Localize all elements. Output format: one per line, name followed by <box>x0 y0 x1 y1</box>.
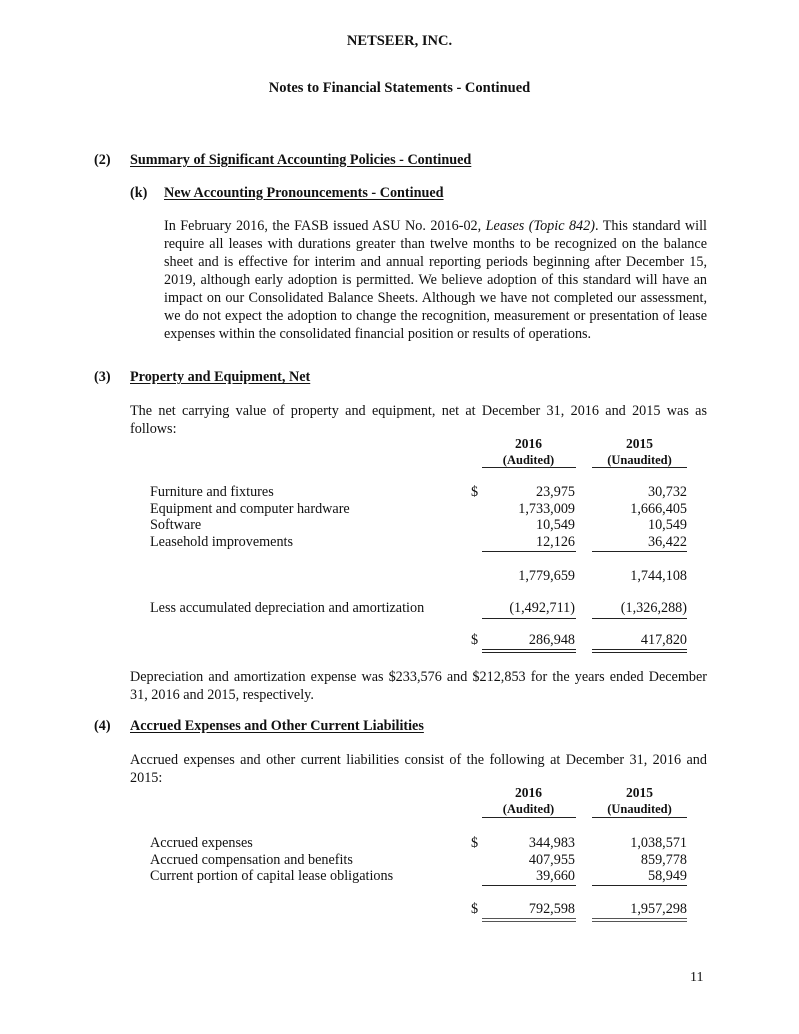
total-row: $ 286,948 417,820 <box>471 632 687 648</box>
depreciation-note: Depreciation and amortization expense was $233,576 and $212,853 for the years ended December 31, 2016 and 2015, respectively. <box>130 669 707 703</box>
header-rule-2016 <box>482 817 576 818</box>
total-double-rule-2015 <box>592 918 687 922</box>
section-3-number: (3) <box>94 369 111 385</box>
company-name: NETSEER, INC. <box>346 33 453 49</box>
subtotal-rule-2015 <box>592 885 687 886</box>
col-year-2016: 2016 <box>515 436 542 451</box>
subtotal-row: 1,779,659 1,744,108 <box>518 568 687 584</box>
subsection-k-title: New Accounting Pronouncements - Continued <box>164 185 444 201</box>
section-4-intro: Accrued expenses and other current liabilities consist of the following at December 31, 2016 and 2015: <box>130 752 707 786</box>
subtotal-rule-2015 <box>592 551 687 552</box>
section-3-intro: The net carrying value of property and equipment, net at December 31, 2016 and 2015 was as follows: <box>130 403 707 437</box>
section-4-title: Accrued Expenses and Other Current Liabilities <box>130 718 424 734</box>
leases-paragraph: In February 2016, the FASB issued ASU No. 2016-02, Leases (Topic 842). This standard will require all leases with durations greater than twelve months to be recognized on the balance sheet and is effective for interim and annual reporting periods beginning after December 15, 2019, although early adoption is permitted. We believe adoption of this standard will have an impact on our Consolidated Balance Sheets. Although we have not completed our assessment, we do not expect the adoption to change the recognition, measurement or presentation of lease expenses within the consolidated financial position or results of operations. <box>164 218 707 342</box>
table-row: Accrued compensation and benefits 407,955 859,778 <box>150 852 687 868</box>
section-2-title: Summary of Significant Accounting Policies - Continued <box>130 152 472 168</box>
table-row: Current portion of capital lease obligations 39,660 58,949 <box>150 868 687 884</box>
table-row: Accrued expenses $ 344,983 1,038,571 <box>150 835 687 851</box>
col-year-2015: 2015 <box>626 436 653 451</box>
table-row: Furniture and fixtures $ 23,975 30,732 <box>150 484 687 500</box>
less-depreciation-row: Less accumulated depreciation and amortization (1,492,711) (1,326,288) <box>150 600 687 616</box>
asu-title: Leases (Topic 842) <box>485 218 595 234</box>
col-status-2016: (Audited) <box>502 802 555 816</box>
subtotal-rule-2016 <box>482 885 576 886</box>
col-year-2016: 2016 <box>515 785 542 800</box>
page-subtitle: Notes to Financial Statements - Continued <box>268 80 531 96</box>
section-3-title: Property and Equipment, Net <box>130 369 311 385</box>
col-status-2015: (Unaudited) <box>607 453 672 467</box>
header-rule-2016 <box>482 467 576 468</box>
header-rule-2015 <box>592 817 687 818</box>
total-double-rule-2015 <box>592 649 687 653</box>
col-year-2015: 2015 <box>626 785 653 800</box>
subtotal-rule-2016 <box>482 551 576 552</box>
total-double-rule-2016 <box>482 649 576 653</box>
section-4-number: (4) <box>94 718 111 734</box>
col-status-2016: (Audited) <box>502 453 555 467</box>
table-row: Equipment and computer hardware 1,733,009 1,666,405 <box>150 501 687 517</box>
table-row: Leasehold improvements 12,126 36,422 <box>150 534 687 550</box>
header-rule-2015 <box>592 467 687 468</box>
total-double-rule-2016 <box>482 918 576 922</box>
less-rule-2016 <box>482 618 576 619</box>
col-status-2015: (Unaudited) <box>607 802 672 816</box>
section-2-number: (2) <box>94 152 111 168</box>
total-row: $ 792,598 1,957,298 <box>471 901 687 917</box>
less-rule-2015 <box>592 618 687 619</box>
subsection-k-letter: (k) <box>130 185 148 201</box>
page-number: 11 <box>690 970 704 985</box>
table-row: Software 10,549 10,549 <box>150 517 687 533</box>
